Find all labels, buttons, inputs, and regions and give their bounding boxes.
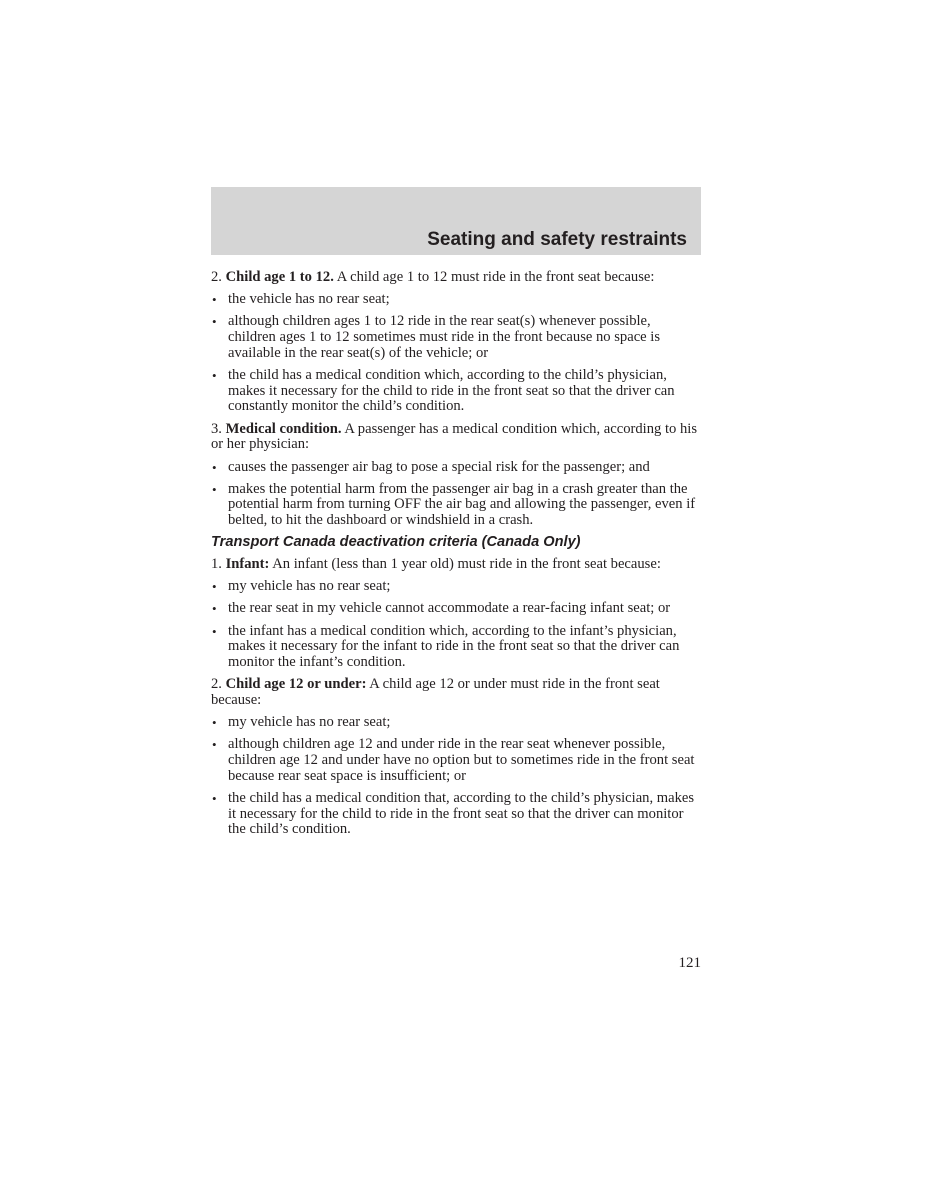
criterion-lead: Infant:	[225, 556, 270, 573]
list-item	[211, 314, 701, 361]
list-item-text: the vehicle has no rear seat;	[228, 291, 390, 308]
criterion-number: 2.	[211, 269, 222, 285]
page-content	[211, 270, 701, 845]
list-item-text: my vehicle has no rear seat;	[228, 714, 391, 731]
criterion-paragraph	[211, 270, 701, 286]
list-item-text: makes the potential harm from the passenger air bag in a crash greater than the potential harm from turning OFF the air bag and allowing the passenger, even if belted, to hit the dashboard or windshield in a crash.	[228, 480, 696, 529]
criterion-number: 1.	[211, 556, 222, 573]
list-item-text: the rear seat in my vehicle cannot accommodate a rear-facing infant seat; or	[228, 600, 671, 617]
list-item	[211, 368, 701, 415]
criterion-lead: Medical condition.	[225, 420, 342, 437]
section-subheading: Transport Canada deactivation criteria (Canada Only)	[211, 534, 581, 551]
bullet-list	[211, 715, 701, 838]
list-item	[211, 737, 701, 784]
bullet-icon: •	[212, 790, 217, 806]
list-item-text: the child has a medical condition that, according to the child’s physician, makes it necessary for the child to ride in the front seat so that the driver can monitor the child’s condition.	[228, 789, 695, 838]
bullet-icon: •	[212, 601, 217, 617]
list-item	[211, 460, 701, 476]
list-item	[211, 482, 701, 529]
criterion-text: A passenger has a medical condition which, according to his or her physician:	[211, 420, 697, 453]
bullet-list	[211, 579, 701, 671]
criterion-lead: Child age 1 to 12.	[225, 269, 334, 285]
list-item-text: the child has a medical condition which, according to the child’s physician, makes it necessary for the child to ride in the front seat so that the driver can constantly monitor the child’s condition.	[228, 367, 675, 415]
list-item-text: although children age 12 and under ride in the rear seat whenever possible, children age 12 and under have no option but to sometimes ride in the front seat because rear seat space is insufficient; or	[228, 736, 695, 784]
bullet-icon: •	[212, 737, 217, 753]
list-item	[211, 579, 701, 595]
bullet-icon: •	[212, 715, 217, 731]
criterion-paragraph	[211, 557, 701, 573]
section-header-band	[211, 187, 701, 255]
criterion-number: 2.	[211, 676, 222, 693]
list-item-text: my vehicle has no rear seat;	[228, 578, 391, 595]
list-item-text: although children ages 1 to 12 ride in the rear seat(s) whenever possible, children ages 1 to 12 sometimes must ride in the front because no space is available in the rear seat(s) of the vehicle; or	[228, 313, 661, 361]
bullet-list	[211, 292, 701, 415]
bullet-icon: •	[212, 481, 217, 497]
bullet-icon: •	[212, 579, 217, 595]
bullet-icon: •	[212, 459, 217, 475]
list-item	[211, 292, 701, 308]
criterion-text: A child age 1 to 12 must ride in the front seat because:	[336, 269, 655, 285]
criterion-text: An infant (less than 1 year old) must ride in the front seat because:	[272, 556, 661, 573]
bullet-list	[211, 460, 701, 529]
bullet-icon: •	[212, 292, 217, 308]
page-title: Seating and safety restraints	[427, 229, 687, 250]
list-item	[211, 624, 701, 671]
list-item	[211, 715, 701, 731]
criterion-paragraph	[211, 422, 701, 453]
list-item-text: causes the passenger air bag to pose a special risk for the passenger; and	[228, 458, 650, 475]
criterion-number: 3.	[211, 420, 222, 437]
criterion-lead: Child age 12 or under:	[225, 676, 367, 693]
criterion-text: A child age 12 or under must ride in the front seat because:	[211, 676, 660, 708]
list-item-text: the infant has a medical condition which, according to the infant’s physician, makes it necessary for the infant to ride in the front seat so that the driver can monitor the infant’s condition.	[228, 622, 680, 671]
criterion-paragraph	[211, 677, 701, 708]
list-item	[211, 791, 701, 838]
bullet-icon: •	[212, 623, 217, 639]
bullet-icon: •	[212, 314, 217, 330]
bullet-icon: •	[212, 368, 217, 384]
list-item	[211, 601, 701, 617]
page-number: 121	[678, 955, 701, 971]
